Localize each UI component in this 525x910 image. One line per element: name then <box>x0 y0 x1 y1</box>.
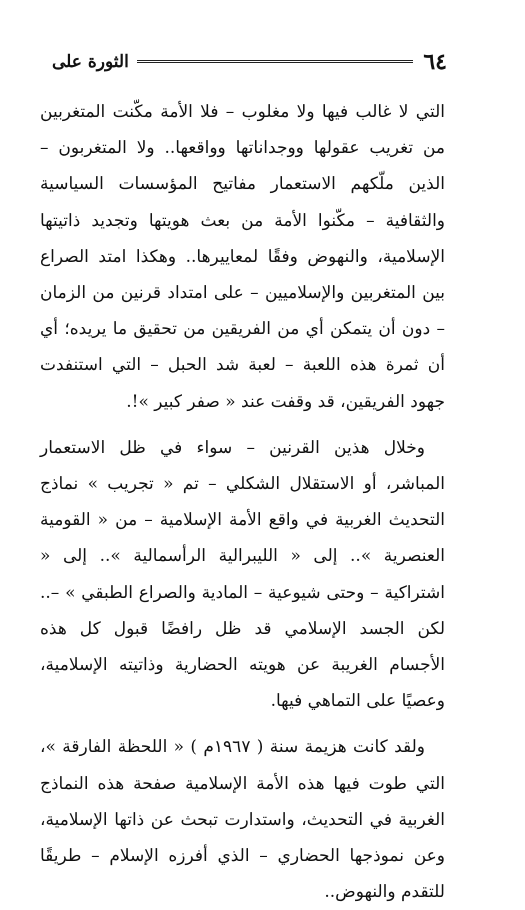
text-body <box>40 94 445 910</box>
paragraph-gap <box>40 420 445 430</box>
page-number: ٦٤ <box>423 49 447 75</box>
running-title: الثورة على <box>52 52 129 72</box>
paragraph-1: التي لا غالب فيها ولا مغلوب – فلا الأمة مكّنت المتغربين من تغريب عقولها ووجداناتها وواقعها.. ولا المتغربون – الذين ملّكهم الاستعمار مفاتيح المؤسسات السياسية والثقافية – مكّنوا الأمة من بعث هويتها وتجديد ذاتيتها الإسلامية، والنهوض وفقًا لمعاييرها.. وهكذا امتد الصراع بين المتغربين والإسلاميين – على امتداد قرنين من الزمان – دون أن يتمكن أي من الفريقين من تحقيق ما يريده؛ أي أن ثمرة هذه اللعبة – لعبة شد الحبل – التي استنفدت جهود الفريقين، قد وقفت عند « صفر كبير »!. <box>40 102 445 412</box>
paragraph-3: ولقد كانت هزيمة سنة ( ١٩٦٧م ) « اللحظة الفارقة »، التي طوت فيها هذه الأمة الإسلامية صفحة هذه النماذج الغربية في التحديث، واستدارت تبحث عن ذاتها الإسلامية، وعن نموذجها الحضاري – الذي أفرزه الإسلام – طريقًا للتقدم والنهوض.. <box>40 737 445 903</box>
header-rule <box>137 60 414 64</box>
running-header <box>52 46 447 78</box>
paragraph-2: وخلال هذين القرنين – سواء في ظل الاستعمار المباشر، أو الاستقلال الشكلي – تم « تجريب » نماذج التحديث الغربية في واقع الأمة الإسلامية – من « القومية العنصرية ».. إلى « الليبرالية الرأسمالية ».. إلى « اشتراكية – وحتى شيوعية – المادية والصراع الطبقي » –.. لكن الجسد الإسلامي قد ظل رافضًا قبول كل هذه الأجسام الغريبة عن هويته الحضارية وذاتيته الإسلامية، وعصيًا على التماهي فيها. <box>40 437 445 712</box>
paragraph-gap <box>40 719 445 729</box>
